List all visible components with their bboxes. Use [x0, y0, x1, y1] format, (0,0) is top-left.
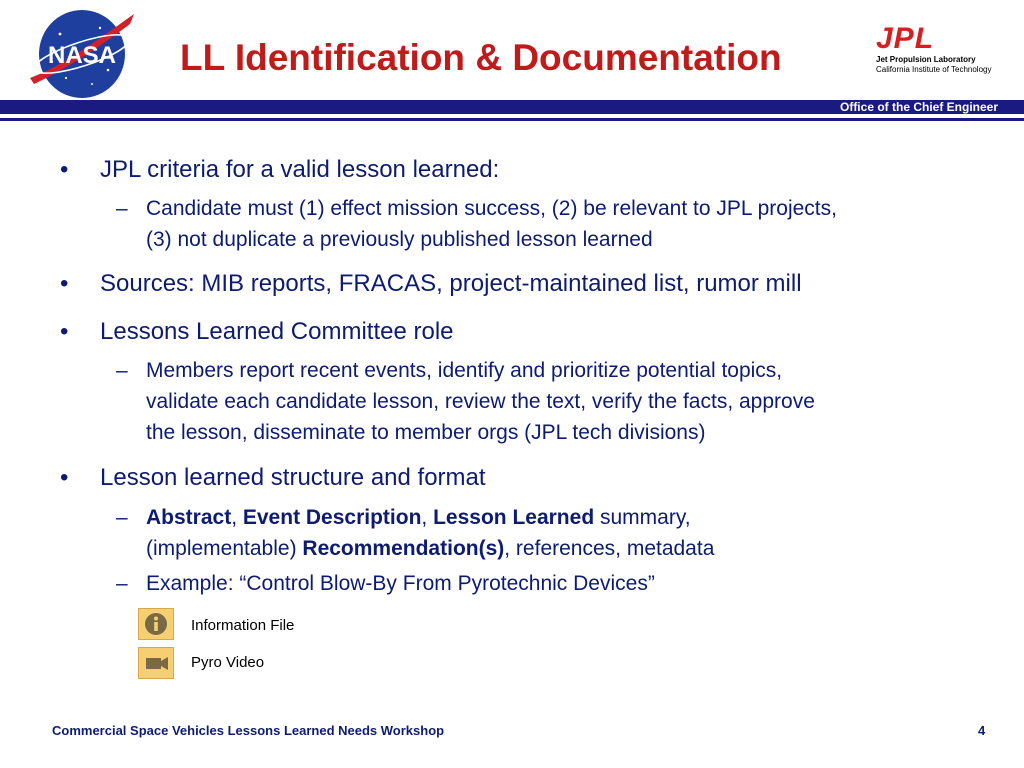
svg-text:NASA: NASA [47, 42, 117, 69]
jpl-logo [876, 22, 1016, 78]
info-file-label[interactable]: Information File [191, 617, 295, 634]
nasa-logo [22, 4, 140, 100]
pyro-video-button[interactable] [138, 647, 174, 679]
footer-event: Commercial Space Vehicles Lessons Learned Needs Workshop [52, 723, 445, 738]
info-file-button[interactable] [138, 608, 174, 640]
slide-title: LL Identification & Documentation [180, 37, 782, 78]
header-divider [0, 118, 1024, 121]
info-icon [139, 609, 173, 639]
video-camera-icon [139, 648, 173, 678]
jpl-logo-line2: California Institute of Technology [876, 65, 992, 74]
pyro-video-label[interactable]: Pyro Video [191, 654, 265, 671]
office-label: Office of the Chief Engineer [839, 100, 998, 114]
page-number: 4 [978, 723, 986, 738]
jpl-logo-line1: Jet Propulsion Laboratory [876, 55, 976, 64]
jpl-logo-word: JPL [876, 22, 935, 55]
